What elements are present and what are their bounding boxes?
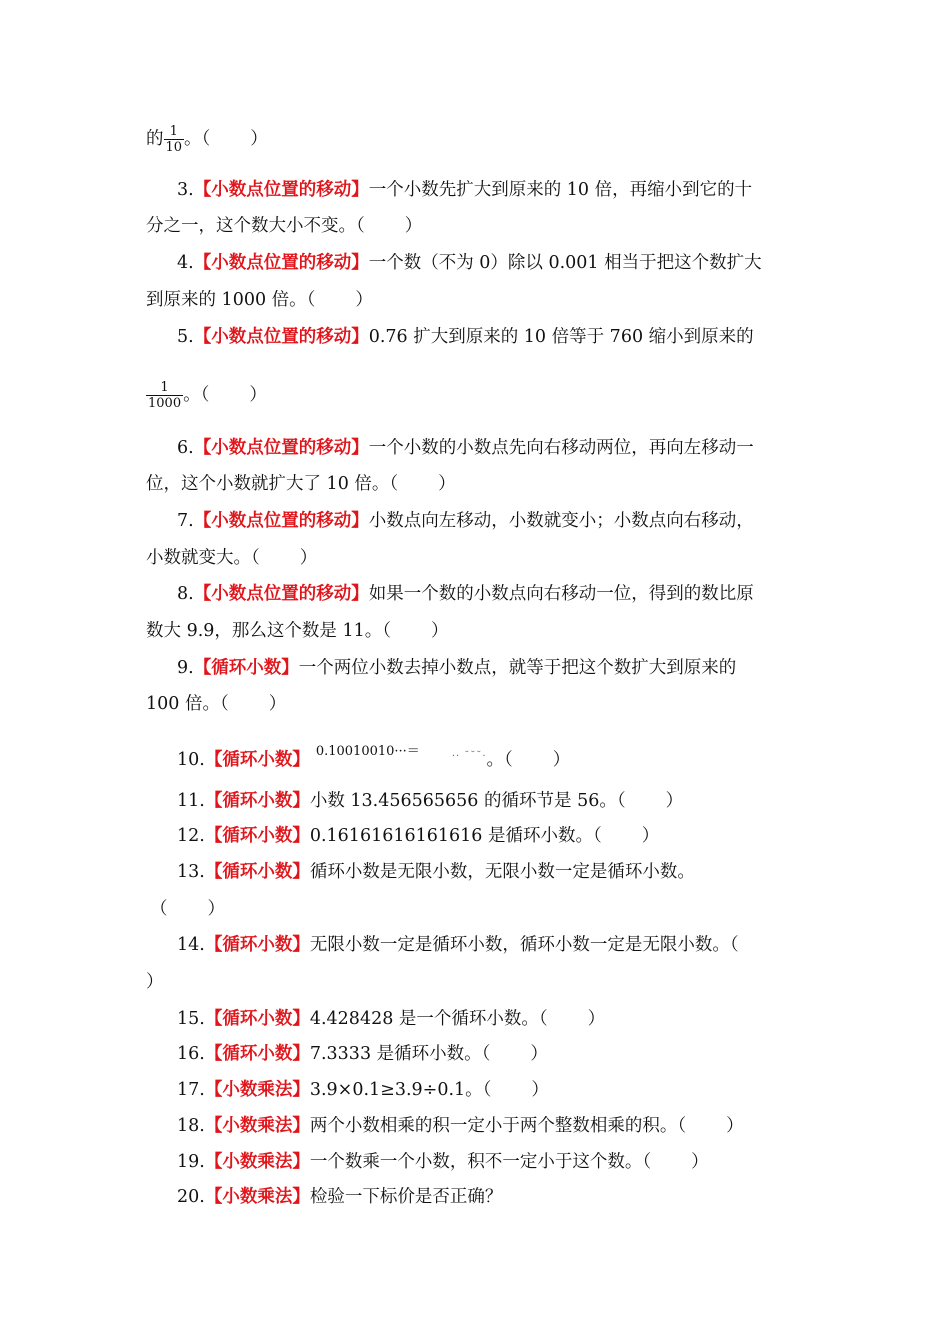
topic-tag: 【循环小数】 (193, 658, 299, 678)
topic-tag: 【小数乘法】 (204, 1152, 310, 1172)
topic-tag: 【循环小数】 (204, 935, 310, 955)
topic-tag: 【循环小数】 (204, 791, 310, 811)
question-16: 16.【循环小数】7.3333 是循环小数。（ ） (177, 1044, 548, 1064)
repeating-decimal-formula: 0.10010010···＝ (315, 744, 420, 759)
question-18: 18.【小数乘法】两个小数相乘的积一定小于两个整数相乘的积。（ ） (177, 1116, 744, 1136)
topic-tag: 【小数点位置的移动】 (193, 438, 369, 458)
question-4-cont: 到原来的 1000 倍。（ ） (146, 290, 373, 310)
topic-tag: 【循环小数】 (204, 862, 310, 882)
repeating-dots-mark: ·· ˘˘˘· (451, 751, 487, 762)
topic-tag: 【小数乘法】 (204, 1116, 310, 1136)
question-9: 9.【循环小数】一个两位小数去掉小数点，就等于把这个数扩大到原来的 (177, 658, 737, 678)
question-7: 7.【小数点位置的移动】小数点向左移动，小数就变小；小数点向右移动， (177, 511, 754, 531)
fraction-one-tenth: $\frac{1}{10}$ (165, 124, 183, 155)
topic-tag: 【小数点位置的移动】 (193, 180, 369, 200)
question-9-cont: 100 倍。（ ） (146, 694, 287, 714)
fraction-one-thousandth: $\frac{1}{1000}$ (148, 380, 182, 411)
topic-tag: 【循环小数】 (204, 750, 310, 770)
topic-tag: 【小数点位置的移动】 (193, 253, 369, 273)
question-7-cont: 小数就变大。（ ） (146, 548, 318, 568)
question-5-cont: $\frac{1}{1000}$ 。（ ） (148, 380, 267, 411)
question-8-cont: 数大 9.9，那么这个数是 11。（ ） (146, 621, 449, 641)
question-6-cont: 位，这个小数就扩大了 10 倍。（ ） (146, 474, 456, 494)
question-3-cont: 分之一，这个数大小不变。（ ） (146, 216, 423, 236)
question-8: 8.【小数点位置的移动】如果一个数的小数点向右移动一位，得到的数比原 (177, 584, 754, 604)
question-13-cont: （ ） (150, 899, 225, 919)
question-10: 10.【循环小数】 $^{0.10010010\cdot\cdot\cdot=}$ ·· ˘˘˘·。（ ） (177, 744, 571, 770)
question-14: 14.【循环小数】无限小数一定是循环小数，循环小数一定是无限小数。（ (177, 935, 739, 955)
topic-tag: 【循环小数】 (204, 1044, 310, 1064)
question-12: 12.【循环小数】0.16161616161616 是循环小数。（ ） (177, 826, 660, 846)
topic-tag: 【小数乘法】 (204, 1080, 310, 1100)
question-4: 4.【小数点位置的移动】一个数（不为 0）除以 0.001 相当于把这个数扩大 (177, 253, 762, 273)
question-11: 11.【循环小数】小数 13.456565656 的循环节是 56。（ ） (177, 791, 684, 811)
question-14-cont: ） (146, 972, 164, 992)
question-13: 13.【循环小数】循环小数是无限小数，无限小数一定是循环小数。 (177, 862, 695, 882)
topic-tag: 【循环小数】 (204, 1009, 310, 1029)
question-19: 19.【小数乘法】一个数乘一个小数，积不一定小于这个数。（ ） (177, 1152, 709, 1172)
topic-tag: 【小数点位置的移动】 (193, 584, 369, 604)
topic-tag: 【小数点位置的移动】 (193, 327, 369, 347)
question-15: 15.【循环小数】4.428428 是一个循环小数。（ ） (177, 1009, 606, 1029)
question-3: 3.【小数点位置的移动】一个小数先扩大到原来的 10 倍，再缩小到它的十 (177, 180, 753, 200)
q2-continuation: 的 $\frac{1}{10}$ 。（ ） (146, 124, 268, 155)
question-5: 5.【小数点位置的移动】0.76 扩大到原来的 10 倍等于 760 缩小到原来的 (177, 327, 754, 347)
topic-tag: 【小数点位置的移动】 (193, 511, 369, 531)
topic-tag: 【小数乘法】 (204, 1187, 310, 1207)
topic-tag: 【循环小数】 (204, 826, 310, 846)
question-17: 17.【小数乘法】3.9×0.1≥3.9÷0.1。（ ） (177, 1080, 549, 1100)
question-6: 6.【小数点位置的移动】一个小数的小数点先向右移动两位，再向左移动一 (177, 438, 754, 458)
question-20: 20.【小数乘法】检验一下标价是否正确？ (177, 1187, 503, 1207)
